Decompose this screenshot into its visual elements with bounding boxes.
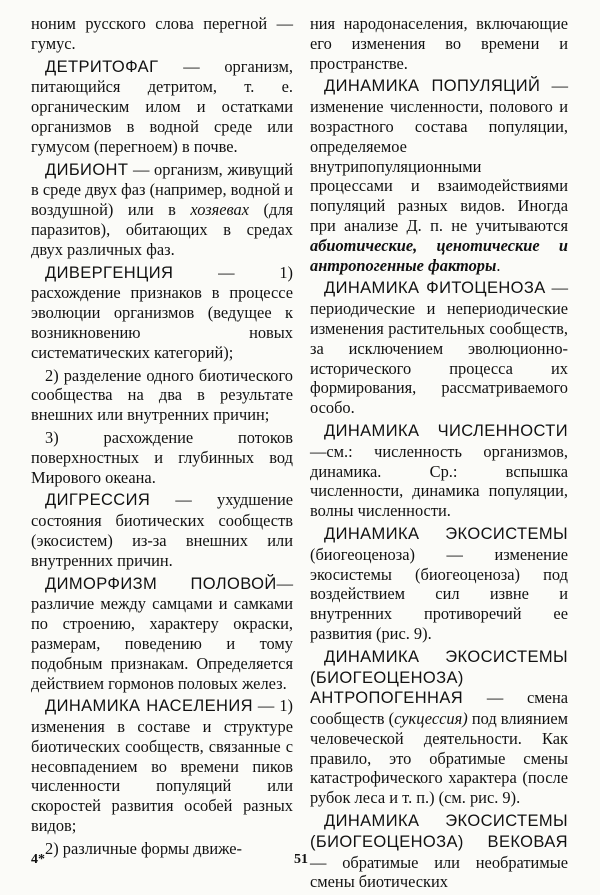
headword: ДЕТРИТОФАГ [45, 57, 159, 76]
continued-text: ния народонаселения, включающие его изменения во времени и пространстве. [310, 14, 568, 73]
entry-divergence-sense-3: 3) расхождение потоков поверхностных и глубинных вод Мирового океана. [31, 427, 293, 487]
right-column [310, 14, 568, 895]
headword: ДИГРЕССИЯ [45, 491, 151, 510]
entry-digression: ДИГРЕССИЯ — ухудшение состояния биотических сообществ (экосистем) из-за внешних или внутренних причин. [31, 490, 293, 570]
headword: ДИНАМИКА ЭКОСИСТЕМЫ (БИОГЕОЦЕНОЗА) АНТРОПОГЕННАЯ [310, 647, 568, 708]
entry-ecosystem-dynamics: ДИНАМИКА ЭКОСИСТЕМЫ (биогеоценоза) — изменение экосистемы (биогеоценоза) под воздействием сил извне и внутренних противоречий ее развития (рис. 9). [310, 524, 568, 643]
headword: ДИНАМИКА ПОПУЛЯЦИЙ [324, 77, 541, 96]
entry-dibiont: ДИБИОНТ — организм, живущий в среде двух фаз (например, водной и воздушной) или в хозяевах (для паразитов), обитающих в средах двух различных фаз. [31, 159, 293, 259]
entry-divergence-sense-2: 2) разделение одного биотического сообщества на два в результате внешних или внутренних причин; [31, 365, 293, 425]
entry-detritofag: ДЕТРИТОФАГ — организм, питающийся детритом, т. е. органическим илом и остатками организмов в водной среде или гумусом (перегноем) в почве. [31, 56, 293, 156]
entry-population-dynamics-sense-2: 2) различные формы движе- [45, 838, 242, 858]
page-number: 51 [294, 852, 308, 867]
headword: ДИБИОНТ [45, 160, 129, 179]
left-column [31, 14, 293, 862]
entry-popul-dynamics: ДИНАМИКА ПОПУЛЯЦИЙ — изменение численности, полового и возрастного состава популяции, определяемое внутрипопуляционными процессами и взаимодействиями популяций разных видов. Иногда при анализе Д. п. не учитываются абиотические, ценотические и антропогенные факторы. [310, 76, 568, 275]
entry-secular-dynamics: ДИНАМИКА ЭКОСИСТЕМЫ (БИОГЕОЦЕНОЗА) ВЕКОВАЯ — обратимые или необратимые смены биотических [310, 812, 568, 892]
headword: ДИНАМИКА ЭКОСИСТЕМЫ [324, 524, 568, 543]
entry-population-dynamics: ДИНАМИКА НАСЕЛЕНИЯ — 1) изменения в составе и структуре биотических сообществ, связанные с несовпадением во времени пиков численности популяций или скоростей развития особей разных видов; [31, 696, 293, 836]
entry-dimorphism: ДИМОРФИЗМ ПОЛОВОЙ— различие между самцами и самками по строению, характеру окраски, размерам, поведению и тому подобным признакам. Определяется действием гормонов половых желез. [31, 573, 293, 693]
continued-text: ноним русского слова перегной — гумус. [31, 14, 293, 53]
headword: ДИНАМИКА ЧИСЛЕННОСТИ [324, 421, 568, 440]
signature-mark: 4* [31, 852, 45, 867]
entry-divergence: ДИВЕРГЕНЦИЯ — 1) расхождение признаков в процессе эволюции организмов (ведущее к возникновению новых систематических категорий); [31, 262, 293, 362]
entry-phytocenosis-dynamics: ДИНАМИКА ФИТОЦЕНОЗА — периодические и непериодические изменения растительных сообществ, за исключением эволюционно-исторического процесса их формирования, рассматриваемого особо. [310, 278, 568, 418]
entry-anthropogenic-dynamics: ДИНАМИКА ЭКОСИСТЕМЫ (БИОГЕОЦЕНОЗА) АНТРОПОГЕННАЯ — смена сообществ (сукцессия) под влиянием человеческой деятельности. Как правило, это обратимые смены катастрофического характера (после рубок леса и т. п.) (см. рис. 9). [310, 647, 569, 808]
headword: ДИВЕРГЕНЦИЯ [45, 263, 174, 282]
headword: ДИНАМИКА ФИТОЦЕНОЗА [324, 279, 546, 298]
headword: ДИНАМИКА ЭКОСИСТЕМЫ (БИОГЕОЦЕНОЗА) ВЕКОВАЯ [310, 812, 568, 851]
headword: ДИНАМИКА НАСЕЛЕНИЯ [45, 697, 253, 716]
headword: ДИМОРФИЗМ ПОЛОВОЙ [45, 574, 277, 593]
entry-number-dynamics: ДИНАМИКА ЧИСЛЕННОСТИ —см.: численность организмов, динамика. Ср.: вспышка численности, динамика популяции, волны численности. [310, 421, 568, 521]
